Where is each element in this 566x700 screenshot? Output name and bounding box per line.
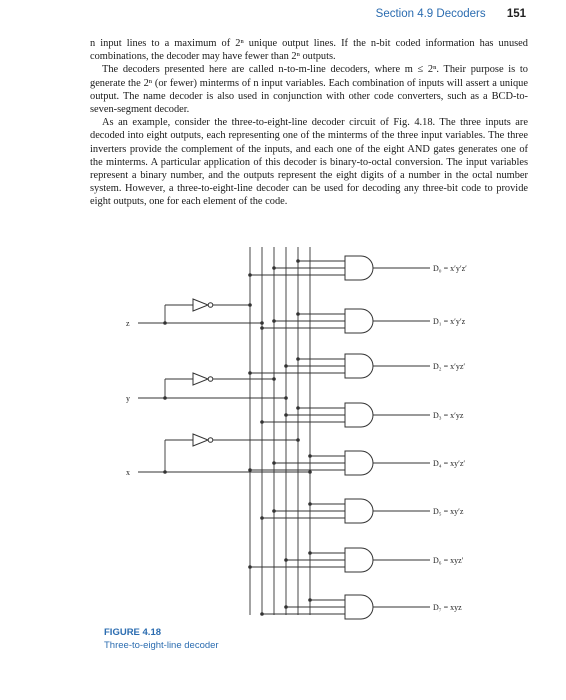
output-label-d6: D₆ = xyz′ (433, 556, 464, 565)
junction-dot (284, 364, 288, 368)
junction-dot (308, 502, 312, 506)
junction-dot (260, 326, 264, 330)
inverter-bubble (208, 438, 213, 443)
figure-title: Three-to-eight-line decoder (104, 640, 219, 651)
junction-dot (260, 420, 264, 424)
and-gate-1 (345, 309, 373, 333)
junction-dot (260, 612, 264, 616)
junction-dot (248, 371, 252, 375)
junction-dot (272, 377, 276, 381)
junction-dot (296, 357, 300, 361)
junction-dot (272, 509, 276, 513)
output-label-d2: D₂ = x′yz′ (433, 362, 466, 371)
output-label-d3: D₃ = x′yz (433, 411, 464, 420)
inverter-bubble (208, 377, 213, 382)
and-gate-5 (345, 499, 373, 523)
junction-dot (296, 406, 300, 410)
junction-dot (308, 470, 312, 474)
junction-dot (284, 605, 288, 609)
junction-dot (308, 551, 312, 555)
inverter-x (193, 434, 208, 446)
inverter-bubble (208, 303, 213, 308)
section-title: Section 4.9 Decoders (375, 8, 486, 20)
input-label-z: z (126, 319, 130, 328)
junction-dot (296, 259, 300, 263)
and-gate-2 (345, 354, 373, 378)
output-label-d7: D₇ = xyz (433, 603, 462, 612)
and-gate-0 (345, 256, 373, 280)
junction-dot (296, 438, 300, 442)
junction-dot (308, 598, 312, 602)
inverter-z (193, 299, 208, 311)
junction-dot (284, 413, 288, 417)
paragraph-3: As an example, consider the three-to-eight-line decoder circuit of Fig. 4.18. The three inputs are decoded into eight outputs, each representing one of the minterms of the three input variables. The three inverters provide the complement of the inputs, and each one of the eight AND gates generates one of the minterms. A particular application of this decoder is binary-to-octal conversion. The input variables represent a binary number, and the outputs represent the eight digits of a number in the octal number system. However, a three-to-eight-line decoder can be used for decoding any three-bit code to provide eight outputs, one for each element of the code. (90, 117, 528, 208)
input-label-x: x (126, 468, 130, 477)
junction-dot (284, 558, 288, 562)
junction-dot (308, 454, 312, 458)
junction-dot (272, 461, 276, 465)
junction-dot (284, 396, 288, 400)
junction-dot (272, 319, 276, 323)
page-number: 151 (506, 8, 526, 20)
output-label-d1: D₁ = x′y′z (433, 317, 466, 326)
junction-dot (296, 312, 300, 316)
and-gate-7 (345, 595, 373, 619)
figure-caption (104, 627, 219, 651)
paragraph-1: n input lines to a maximum of 2ⁿ unique output lines. If the n-bit coded information has unused combinations, the decoder may have fewer than 2ⁿ outputs. (90, 38, 528, 63)
input-label-y: y (126, 394, 130, 403)
junction-dot (248, 565, 252, 569)
paragraph-2: The decoders presented here are called n-to-m-line decoders, where m ≤ 2ⁿ. Their purpose is to generate the 2ⁿ (or fewer) minterms of n input variables. Each combination of inputs will assert a unique output. The name decoder is also used in conjunction with other code converters, such as a BCD-to-seven-segment decoder. (90, 64, 528, 116)
junction-dot (272, 266, 276, 270)
junction-dot (260, 321, 264, 325)
and-gate-4 (345, 451, 373, 475)
junction-dot (248, 303, 252, 307)
inverter-y (193, 373, 208, 385)
junction-dot (260, 516, 264, 520)
output-label-d4: D₄ = xy′z′ (433, 459, 466, 468)
junction-dot (248, 273, 252, 277)
and-gate-3 (345, 403, 373, 427)
figure-number: FIGURE 4.18 (104, 627, 162, 638)
junction-dot (248, 468, 252, 472)
output-label-d5: D₅ = xy′z (433, 507, 464, 516)
and-gate-6 (345, 548, 373, 572)
output-label-d0: D₀ = x′y′z′ (433, 264, 467, 273)
